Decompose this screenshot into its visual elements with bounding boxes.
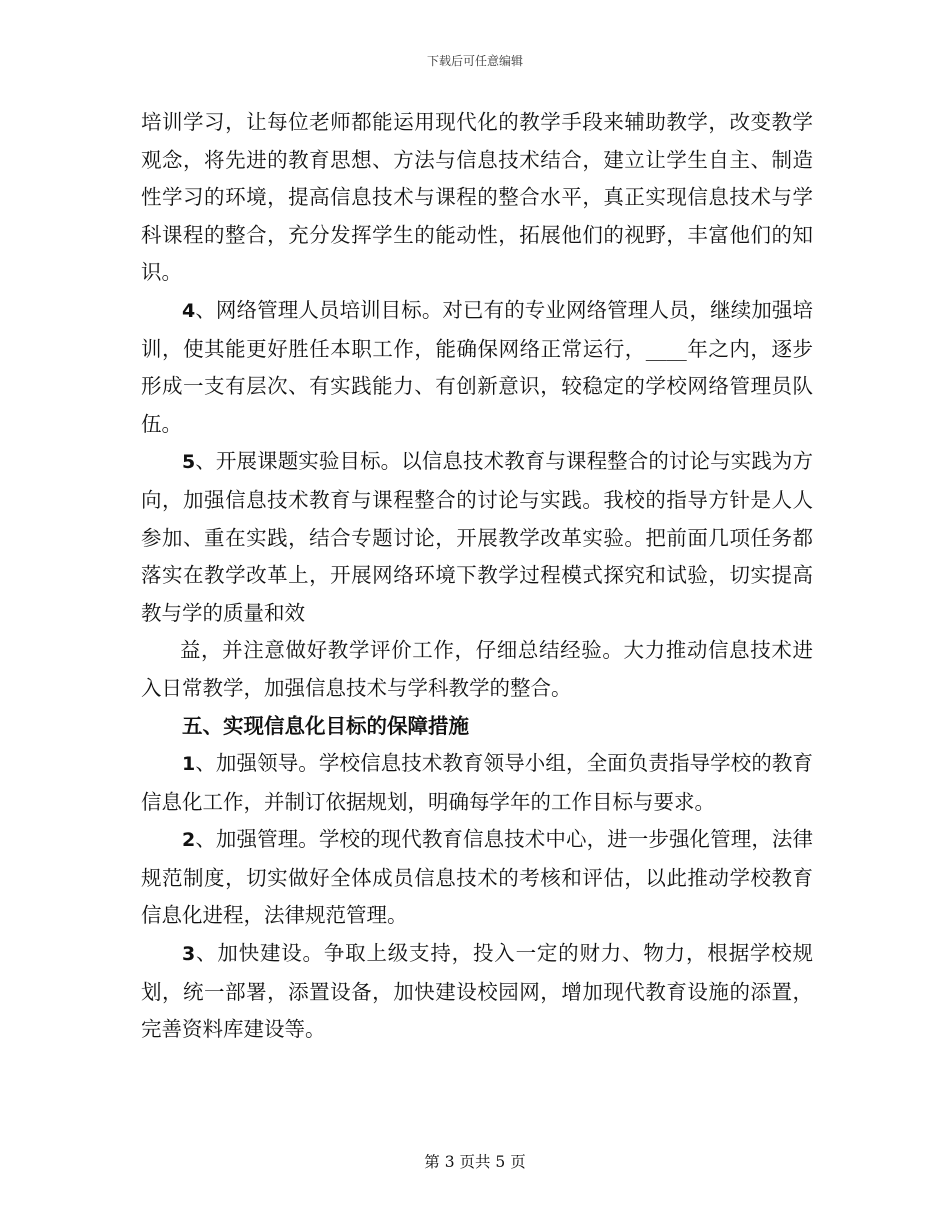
paragraph-8 xyxy=(141,935,813,1049)
paragraph-6-text: 、加强领导。学校信息技术教育领导小组，全面负责指导学校的教育信息化工作，并制订依据规划，明确每学年的工作目标与要求。 xyxy=(141,751,813,814)
section-heading-text: 五、实现信息化目标的保障措施 xyxy=(182,713,469,738)
paragraph-6 xyxy=(141,745,813,821)
paragraph-7 xyxy=(141,821,813,935)
paragraph-4 xyxy=(141,632,813,707)
section-heading xyxy=(141,708,813,746)
paragraph-6-number: 1 xyxy=(182,753,196,776)
paragraph-3 xyxy=(141,443,813,632)
paragraph-2 xyxy=(141,292,813,443)
paragraph-3-text: 、开展课题实验目标。以信息技术教育与课程整合的讨论与实践为方向，加强信息技术教育与课程整合的讨论与实践。我校的指导方针是人人参加、重在实践，结合专题讨论，开展教学改革实验。把前面几项任务都落实在教学改革上，开展网络环境下教学过程模式探究和试验，切实提高教与学的质量和效 xyxy=(141,449,813,625)
document-body xyxy=(141,104,813,1049)
paragraph-8-text: 、加快建设。争取上级支持，投入一定的财力、物力，根据学校规划，统一部署，添置设备，加快建设校园网，增加现代教育设施的添置，完善资料库建设等。 xyxy=(141,941,813,1042)
page-header: 下载后可任意编辑 xyxy=(426,54,523,68)
paragraph-1-text: 培训学习，让每位老师都能运用现代化的教学手段来辅助教学，改变教学观念，将先进的教育思想、方法与信息技术结合，建立让学生自主、制造性学习的环境，提高信息技术与课程的整合水平，真正实现信息技术与学科课程的整合，充分发挥学生的能动性，拓展他们的视野，丰富他们的知识。 xyxy=(141,110,813,285)
paragraph-1 xyxy=(141,104,813,292)
paragraph-7-text: 、加强管理。学校的现代教育信息技术中心，进一步强化管理，法律规范制度，切实做好全体成员信息技术的考核和评估，以此推动学校教育信息化进程，法律规范管理。 xyxy=(141,827,813,928)
paragraph-2-text: 、网络管理人员培训目标。对已有的专业网络管理人员，继续加强培训，使其能更好胜任本职工作，能确保网络正常运行，____年之内，逐步形成一支有层次、有实践能力、有创新意识，较稳定的学校网络管理员队伍。 xyxy=(141,297,813,436)
page-footer: 第 3 页共 5 页 xyxy=(424,1153,526,1171)
paragraph-4-text: 益，并注意做好教学评价工作，仔细总结经验。大力推动信息技术进入日常教学，加强信息技术与学科教学的整合。 xyxy=(141,638,813,700)
paragraph-3-number: 5 xyxy=(182,451,196,474)
paragraph-2-number: 4 xyxy=(182,299,196,322)
paragraph-7-number: 2 xyxy=(182,829,196,852)
paragraph-8-number: 3 xyxy=(182,943,196,966)
